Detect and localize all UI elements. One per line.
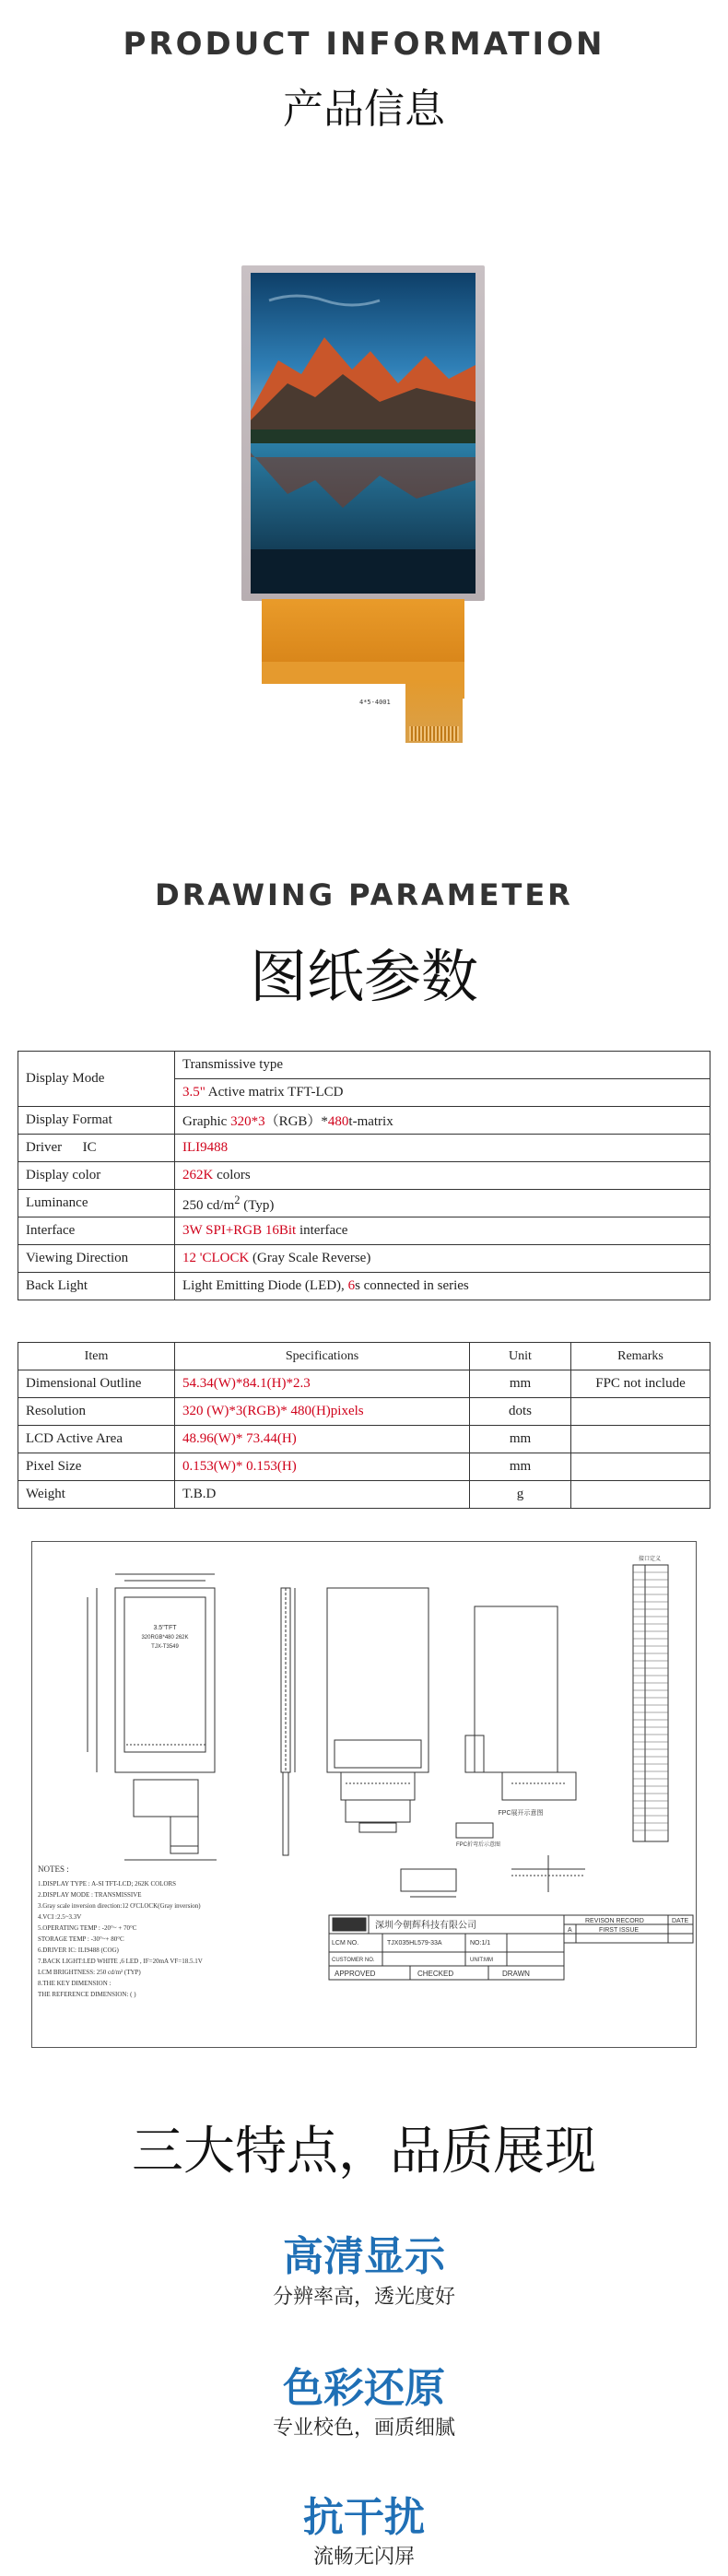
- pin-table-title: 接口定义: [638, 1557, 662, 1562]
- company-name: 深圳今朝辉科技有限公司: [375, 1921, 476, 1931]
- drawing-title-zh: 图纸参数: [249, 943, 478, 1010]
- cell-item: Resolution: [18, 1398, 175, 1426]
- cell-remark: FPC not include: [571, 1370, 710, 1398]
- spec-key: Viewing Direction: [18, 1245, 175, 1273]
- drawn-label: DRAWN: [502, 1970, 530, 1978]
- feature-title: 抗干扰: [303, 2494, 425, 2541]
- section-title-en: PRODUCT INFORMATION: [123, 26, 605, 63]
- cell-spec: T.B.D: [175, 1481, 470, 1509]
- table-row: [18, 1370, 710, 1398]
- lcm-no: TJX035HL579-33A: [387, 1940, 442, 1947]
- sheet-no: NO:1/1: [470, 1940, 491, 1947]
- table-header-row: [18, 1343, 710, 1370]
- title-block: [329, 1915, 564, 1980]
- spec-value: Graphic 320*3（RGB）*480t-matrix: [175, 1107, 710, 1135]
- table-row: [18, 1107, 710, 1135]
- spec-value: 12 'CLOCK (Gray Scale Reverse): [175, 1245, 710, 1273]
- note-line: 1.DISPLAY TYPE : A-SI TFT-LCD; 262K COLORS: [38, 1880, 177, 1888]
- fpc-contacts: [409, 726, 459, 741]
- approved-label: APPROVED: [335, 1970, 376, 1978]
- note-line: 7.BACK LIGHT:LED WHITE ,6 LED , IF=20mA VF=18.5.1V: [38, 1958, 203, 1965]
- cell-item: Dimensional Outline: [18, 1370, 175, 1398]
- spec-key: Display Format: [18, 1107, 175, 1135]
- small-details: [401, 1855, 585, 1897]
- spec-value: 250 $cd/m^2$ (Typ): [175, 1190, 710, 1217]
- front-view: [88, 1574, 217, 1860]
- cell-unit: dots: [470, 1398, 571, 1426]
- drawing-notes: [38, 1864, 203, 1998]
- cell-item: Pixel Size: [18, 1453, 175, 1481]
- drawing-title-en: DRAWING PARAMETER: [155, 877, 573, 912]
- spec-key: Back Light: [18, 1273, 175, 1300]
- spec-key: Display Mode: [18, 1052, 175, 1107]
- col-header: Unit: [470, 1343, 571, 1370]
- spec-value: 3W SPI+RGB 16Bit interface: [175, 1217, 710, 1245]
- cell-remark: [571, 1398, 710, 1426]
- cell-unit: mm: [470, 1426, 571, 1453]
- cell-spec: 48.96(W)* 73.44(H): [175, 1426, 470, 1453]
- table-row: [18, 1426, 710, 1453]
- cell-spec: 320 (W)*3(RGB)* 480(H)pixels: [175, 1398, 470, 1426]
- rear-view: [327, 1588, 429, 1832]
- revision-block: [564, 1915, 693, 1943]
- feature-title: 高清显示: [283, 2233, 445, 2280]
- feature-subtitle: 专业校色，画质细腻: [272, 2417, 455, 2440]
- table-row: [18, 1162, 710, 1190]
- note-line: 8.THE KEY DIMENSION :: [38, 1980, 112, 1987]
- cell-remark: [571, 1481, 710, 1509]
- spec-value: 262K colors: [175, 1162, 710, 1190]
- spec-key: Interface: [18, 1217, 175, 1245]
- spec-key: Driver IC: [18, 1135, 175, 1162]
- cell-unit: mm: [470, 1453, 571, 1481]
- feature-subtitle: 分辨率高，透光度好: [272, 2286, 455, 2309]
- revision-record: REVISON RECORD: [585, 1918, 644, 1924]
- note-line: 6.DRIVER IC: ILI9488 (COG): [38, 1947, 119, 1954]
- table-row: [18, 1398, 710, 1426]
- note-line: THE REFERENCE DIMENSION: ( ): [38, 1991, 136, 1998]
- table-row: [18, 1217, 710, 1245]
- note-line: LCM BRIGHTNESS: 250 cd/m² (TYP): [38, 1969, 141, 1976]
- spec-value: 3.5" Active matrix TFT-LCD: [175, 1079, 710, 1107]
- cell-item: Weight: [18, 1481, 175, 1509]
- spec-value: ILI9488: [175, 1135, 710, 1162]
- first-issue: FIRST ISSUE: [599, 1927, 640, 1934]
- table-row: [18, 1245, 710, 1273]
- spec-value: Transmissive type: [175, 1052, 710, 1079]
- spec-value: Light Emitting Diode (LED), 6s connected in series: [175, 1273, 710, 1300]
- revision-a: A: [568, 1927, 572, 1934]
- fpc-label: FPC展开示意图: [498, 1810, 544, 1817]
- col-header: Specifications: [175, 1343, 470, 1370]
- cell-spec: 0.153(W)* 0.153(H): [175, 1453, 470, 1481]
- table-row: [18, 1190, 710, 1217]
- spec-key: Luminance: [18, 1190, 175, 1217]
- note-line: 2.DISPLAY MODE : TRANSMISSIVE: [38, 1891, 142, 1899]
- table-row: [18, 1135, 710, 1162]
- front-label-2: 320RGB*480 262K: [141, 1635, 189, 1641]
- dimension-table: [18, 1342, 710, 1509]
- checked-label: CHECKED: [417, 1970, 454, 1978]
- unit-label: UNIT:MM: [470, 1958, 493, 1963]
- fpc-marking: 4*5-4001: [359, 699, 391, 706]
- cell-remark: [571, 1426, 710, 1453]
- front-label-3: TJX-T3549: [151, 1644, 179, 1650]
- feature-title: 色彩还原: [283, 2365, 445, 2412]
- revision-date: DATE: [672, 1918, 689, 1924]
- table-row: [18, 1453, 710, 1481]
- pin-table: [633, 1555, 668, 1841]
- cell-remark: [571, 1453, 710, 1481]
- features-heading: 三大特点，品质展现: [132, 2122, 596, 2182]
- fpc-bent-label: FPC折弯后示意图: [456, 1842, 501, 1848]
- notes-title: NOTES :: [38, 1864, 69, 1874]
- table-row: [18, 1481, 710, 1509]
- note-line: STORAGE TEMP : -30°~+ 80°C: [38, 1935, 124, 1943]
- lcm-no-label: LCM NO.: [332, 1940, 359, 1947]
- technical-drawing: [31, 1541, 697, 2048]
- col-header: Item: [18, 1343, 175, 1370]
- note-line: 3.Gray scale inversion direction:12 O'CLOCK(Gray inversion): [38, 1902, 201, 1910]
- table-row: [18, 1052, 710, 1079]
- fpc-cable: [262, 599, 464, 664]
- front-label-1: 3.5"TFT: [153, 1625, 177, 1631]
- note-line: 5.OPERATING TEMP : -20°~ + 70°C: [38, 1924, 137, 1932]
- note-line: 4.VCI :2.5~3.3V: [38, 1913, 82, 1921]
- cell-spec: 54.34(W)*84.1(H)*2.3: [175, 1370, 470, 1398]
- fpc-detail: [456, 1606, 576, 1848]
- cell-item: LCD Active Area: [18, 1426, 175, 1453]
- col-header: Remarks: [571, 1343, 710, 1370]
- cell-unit: g: [470, 1481, 571, 1509]
- spec-key: Display color: [18, 1162, 175, 1190]
- lcd-screen-landscape: [251, 273, 476, 594]
- feature-subtitle: 流畅无闪屏: [312, 2546, 415, 2569]
- side-view: [281, 1588, 295, 1855]
- cell-unit: mm: [470, 1370, 571, 1398]
- table-row: [18, 1273, 710, 1300]
- section-title-zh: 产品信息: [283, 86, 445, 133]
- customer-label: CUSTOMER NO.: [332, 1958, 375, 1963]
- spec-table: [18, 1051, 710, 1300]
- product-image: [241, 265, 485, 745]
